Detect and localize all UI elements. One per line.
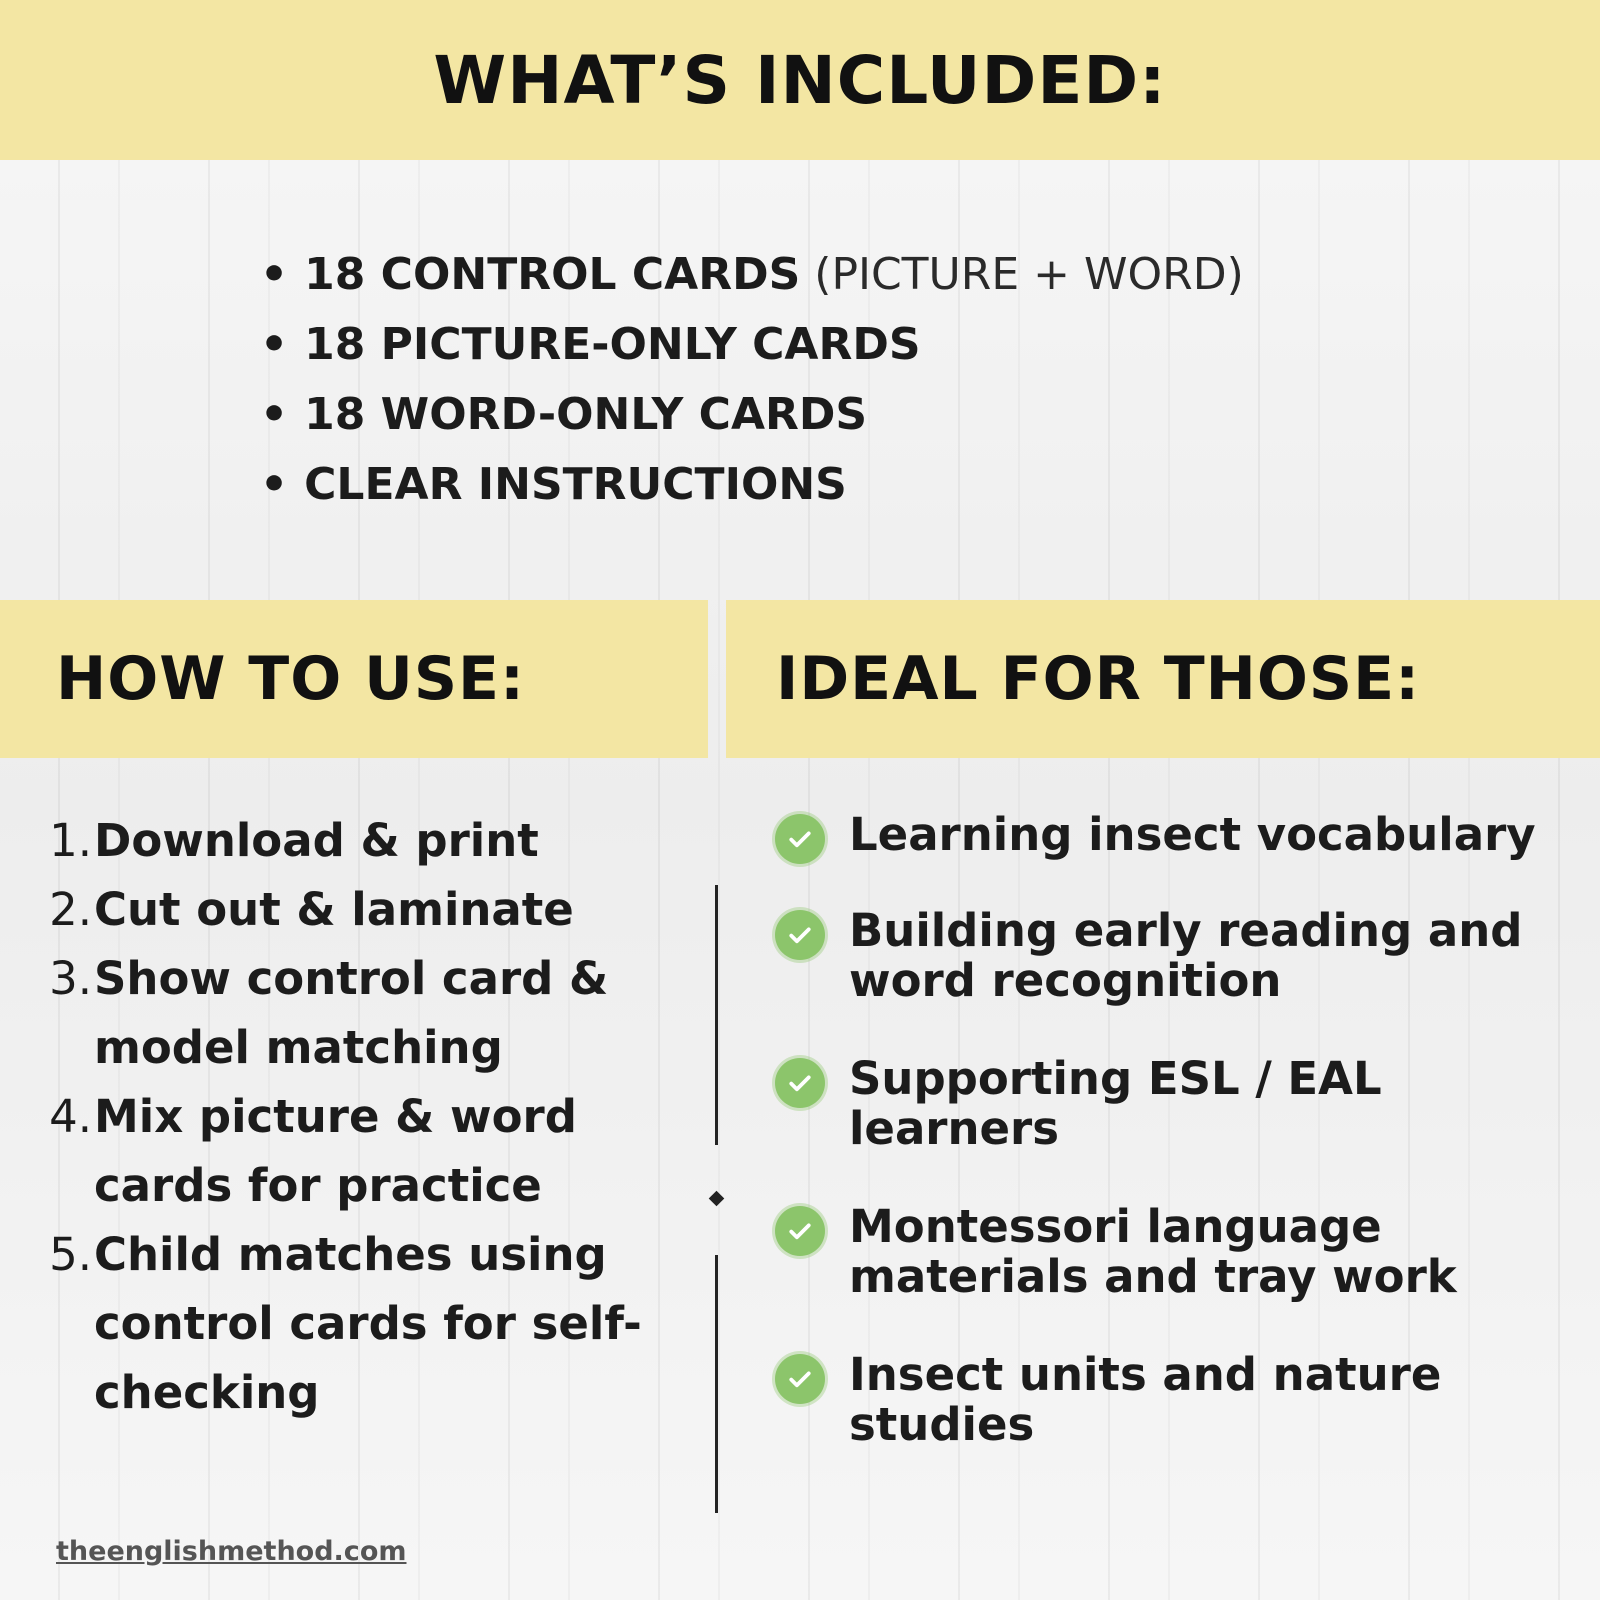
bullet-icon: • (260, 389, 289, 440)
ideal-item (775, 1054, 1575, 1154)
included-item (260, 240, 1244, 310)
divider-diamond-icon (709, 1191, 725, 1207)
ideal-item-text: Supporting ESL / EAL learners (849, 1052, 1382, 1155)
check-badge-icon (775, 1058, 825, 1108)
column-divider-top (715, 885, 718, 1145)
step-text: Cut out & laminate (94, 883, 574, 936)
whats-included-banner (0, 0, 1600, 160)
ideal-for-list (775, 810, 1575, 1498)
step-text: Mix picture & word cards for practice (94, 1090, 577, 1212)
ideal-for-banner (726, 600, 1600, 758)
how-to-use-steps (40, 806, 652, 1427)
step-number: 2. (49, 883, 92, 936)
step-item (40, 1220, 652, 1427)
column-divider-bottom (715, 1255, 718, 1513)
ideal-item-text: Building early reading and word recognition (849, 904, 1523, 1007)
ideal-item-text: Learning insect vocabulary (849, 808, 1536, 861)
step-text: Download & print (94, 814, 539, 867)
ideal-item-text: Insect units and nature studies (849, 1348, 1442, 1451)
whats-included-heading: WHAT’S INCLUDED: (433, 41, 1167, 119)
included-item-bold: 18 CONTROL CARDS (304, 249, 801, 300)
included-item-bold: 18 WORD-ONLY CARDS (304, 389, 868, 440)
how-to-use-banner (0, 600, 708, 758)
included-item-bold: 18 PICTURE-ONLY CARDS (304, 319, 921, 370)
ideal-item (775, 810, 1575, 864)
step-item (40, 806, 652, 875)
included-item (260, 380, 1244, 450)
included-list (260, 240, 1244, 520)
check-badge-icon (775, 910, 825, 960)
how-to-use-heading: HOW TO USE: (56, 644, 526, 714)
included-item (260, 310, 1244, 380)
check-badge-icon (775, 1206, 825, 1256)
included-item-bold: CLEAR INSTRUCTIONS (304, 459, 847, 510)
included-item (260, 450, 1244, 520)
step-number: 4. (49, 1090, 92, 1143)
bullet-icon: • (260, 459, 289, 510)
bullet-icon: • (260, 249, 289, 300)
check-badge-icon (775, 1354, 825, 1404)
included-item-note: (PICTURE + WORD) (800, 249, 1244, 300)
step-item (40, 875, 652, 944)
step-item (40, 1082, 652, 1220)
step-text: Child matches using control cards for self-checking (94, 1228, 642, 1419)
step-number: 3. (49, 952, 92, 1005)
website-link[interactable]: theenglishmethod.com (56, 1536, 407, 1567)
bullet-icon: • (260, 319, 289, 370)
step-item (40, 944, 652, 1082)
ideal-item (775, 1350, 1575, 1450)
step-number: 5. (49, 1228, 92, 1281)
step-number: 1. (49, 814, 92, 867)
ideal-for-heading: IDEAL FOR THOSE: (776, 644, 1421, 714)
ideal-item (775, 906, 1575, 1006)
ideal-item-text: Montessori language materials and tray work (849, 1200, 1457, 1303)
check-badge-icon (775, 814, 825, 864)
ideal-item (775, 1202, 1575, 1302)
step-text: Show control card & model matching (94, 952, 609, 1074)
